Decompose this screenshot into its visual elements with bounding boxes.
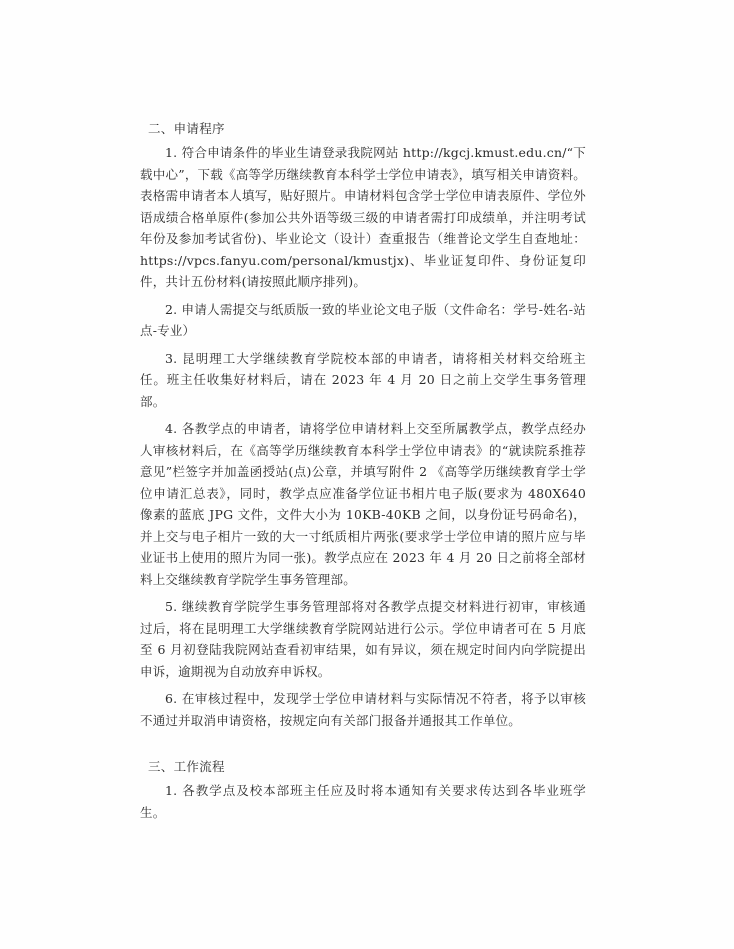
paragraph-procedure-2: 2. 申请人需提交与纸质版一致的毕业论文电子版（文件命名：学号-姓名-站点-专业） <box>140 301 586 338</box>
section-spacer <box>140 735 586 757</box>
paragraph-procedure-6: 6. 在审核过程中，发现学士学位申请材料与实际情况不符者，将予以审核不通过并取消申请资格，按规定向有关部门报备并通报其工作单位。 <box>140 691 586 728</box>
paragraph-workflow-1: 1. 各教学点及校本部班主任应及时将本通知有关要求传达到各毕业班学生。 <box>140 783 586 820</box>
paragraph-procedure-5: 5. 继续教育学院学生事务管理部将对各教学点提交材料进行初审，审核通过后，将在昆明理工大学继续教育学院网站进行公示。学位申请者可在 5 月底至 6 月初登陆我院网站查看初审结果，如有异议，须在规定时间内向学院提出申诉，逾期视为自动放弃申诉权。 <box>140 599 586 679</box>
document-body <box>140 119 586 829</box>
paragraph-procedure-4: 4. 各教学点的申请者，请将学位申请材料上交至所属教学点，教学点经办人审核材料后，在《高等学历继续教育本科学士学位申请表》的“就读院系推荐意见”栏签字并加盖函授站(点)公章，并填写附件 2 《高等学历继续教育学士学位申请汇总表》，同时，教学点应准备学位证书相片电子版(要求为 480X640 像素的蓝底 JPG 文件，文件大小为 10KB-40KB 之间，以身份证号码命名)，并上交与电子相片一致的大一寸纸质相片两张(要求学士学位申请的照片应与毕业证书上使用的照片为同一张)。教学点应在 2023 年 4 月 20 日之前将全部材料上交继续教育学院学生事务管理部。 <box>140 421 586 587</box>
section-heading-workflow: 三、工作流程 <box>148 759 225 774</box>
section-heading-application-procedure: 二、申请程序 <box>148 121 225 136</box>
paragraph-procedure-3: 3. 昆明理工大学继续教育学院校本部的申请者，请将相关材料交给班主任。班主任收集好材料后，请在 2023 年 4 月 20 日之前上交学生事务管理部。 <box>140 350 586 409</box>
paragraph-procedure-1: 1. 符合申请条件的毕业生请登录我院网站 http://kgcj.kmust.edu.cn/“下载中心”，下载《高等学历继续教育本科学士学位申请表》，填写相关申请资料。表格需申请者本人填写，贴好照片。申请材料包含学士学位申请表原件、学位外语成绩合格单原件(参加公共外语等级三级的申请者需打印成绩单，并注明考试年份及参加考试省份)、毕业论文（设计）查重报告（维普论文学生自查地址： https://vpcs.fanyu.com/personal/kmustjx)、毕业证复印件、身份证复印件，共计五份材料(请按照此顺序排列)。 <box>140 145 586 289</box>
